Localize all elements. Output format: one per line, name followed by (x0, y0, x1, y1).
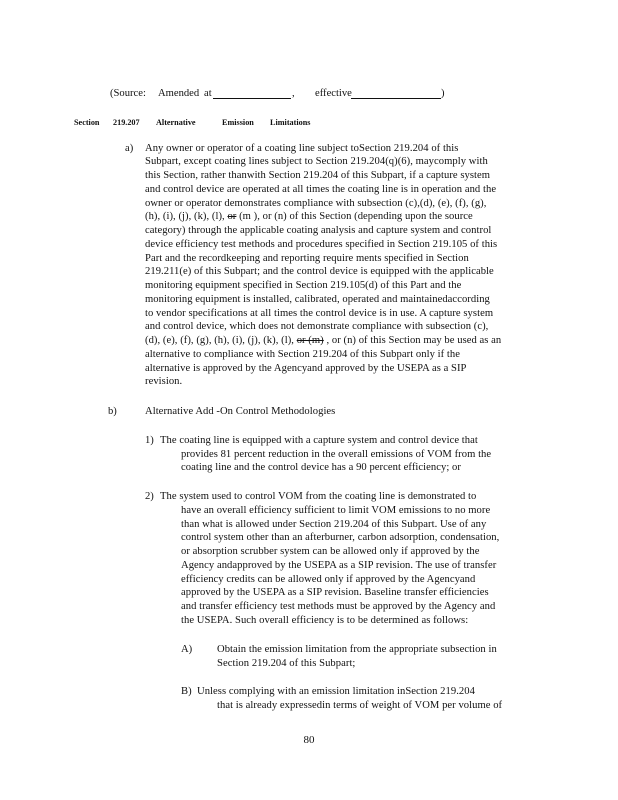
paragraph-b-title: Alternative Add -On Control Methodologies (145, 406, 336, 417)
heading-word-alternative: Alternative (156, 118, 196, 127)
item-a-line: Obtain the emission limitation from the appropriate subsection in (217, 644, 497, 655)
paragraph-a-line: this Section, rather thanwith Section 219.204 of this Subpart, if a capture system (145, 170, 491, 181)
struck-text: or (m) (296, 335, 324, 346)
item-2-line: control system other than an afterburner, carbon adsorption, condensation, (181, 532, 500, 543)
struck-text: or (227, 211, 237, 222)
item-2-line: or absorption scrubber system can be allowed only if approved by the (181, 546, 480, 557)
effective-date-blank (351, 88, 441, 99)
item-2-line: have an overall efficiency sufficient to limit VOM emissions to no more (181, 505, 491, 516)
source-at: at (204, 88, 212, 99)
item-2-line: approved by the USEPA as a SIP revision. Baseline transfer efficiencies (181, 587, 489, 598)
page-number: 80 (303, 734, 315, 746)
paragraph-a-line: monitoring equipment is installed, calibrated, operated and maintainedaccording (145, 294, 490, 305)
item-2-line: Agency andapproved by the USEPA as a SIP revision. The use of transfer (181, 560, 497, 571)
paragraph-a-label: a) (125, 143, 134, 154)
paragraph-a-line: and control device are operated at all times the coating line is in operation and the (145, 184, 497, 195)
heading-word-limitations: Limitations (270, 118, 311, 127)
paragraph-a-line: device efficiency test methods and procedures specified in Section 219.105 of this (145, 239, 498, 250)
heading-section: Section (74, 118, 100, 127)
item-2-line: and transfer efficiency test methods must be approved by the Agency and (181, 601, 496, 612)
paragraph-a-line: 219.211(e) of this Subpart; and the control device is equipped with the applicable (145, 266, 494, 277)
item-2-line: the USEPA. Such overall efficiency is to be determined as follows: (181, 615, 469, 626)
paragraph-a-line: and control device, which does not demonstrate compliance with subsection (c), (145, 321, 489, 332)
amended-date-blank (213, 88, 291, 99)
item-1-line: The coating line is equipped with a capture system and control device that (160, 435, 478, 446)
heading-word-emission: Emission (222, 118, 254, 127)
item-b-line: Unless complying with an emission limitation inSection 219.204 (197, 686, 475, 697)
item-1-line: provides 81 percent reduction in the overall emissions of VOM from the (181, 449, 492, 460)
paragraph-a-line: Subpart, except coating lines subject to Section 219.204(q)(6), maycomply with (145, 156, 488, 167)
item-2-line: than what is allowed under Section 219.204 of this Subpart. Use of any (181, 519, 487, 530)
paragraph-a-line: (h), (i), (j), (k), (l), or (m ), or (n) of this Section (depending upon the source (145, 211, 473, 222)
source-close: ) (441, 88, 445, 99)
item-1-line: coating line and the control device has a 90 percent efficiency; or (181, 462, 461, 473)
paragraph-a-line: to vendor specifications at all times the control device is in use. A capture system (145, 308, 494, 319)
paragraph-a-line: (d), (e), (f), (g), (h), (i), (j), (k), (l), or (m) , or (n) of this Section may be used as an (145, 335, 502, 346)
item-1-label: 1) (145, 435, 154, 446)
paragraph-a-line: alternative to compliance with Section 219.204 of this Subpart only if the (145, 349, 460, 360)
source-effective: effective (315, 88, 352, 99)
paragraph-a-line: alternative is approved by the Agencyand approved by the USEPA as a SIP (145, 363, 467, 374)
item-a-line: Section 219.204 of this Subpart; (217, 658, 356, 669)
source-prefix: (Source: (110, 88, 146, 99)
item-2-line: The system used to control VOM from the coating line is demonstrated to (160, 491, 477, 502)
source-amended: Amended (158, 88, 200, 99)
paragraph-b-label: b) (108, 406, 117, 417)
item-a-label: A) (181, 644, 193, 655)
paragraph-a-line: owner or operator demonstrates compliance with subsection (c),(d), (e), (f), (g), (145, 198, 487, 209)
item-b-line: that is already expressedin terms of weight of VOM per volume of (217, 700, 503, 711)
paragraph-a-line: revision. (145, 376, 183, 387)
paragraph-a-line: category) through the applicable coating analysis and capture system and control (145, 225, 492, 236)
paragraph-a-line: Any owner or operator of a coating line subject toSection 219.204 of this (145, 143, 459, 154)
source-comma: , (292, 88, 295, 99)
item-2-label: 2) (145, 491, 154, 502)
paragraph-a-line: Part and the recordkeeping and reporting require ments specified in Section (145, 253, 469, 264)
item-2-line: efficiency credits can be allowed only if approved by the Agencyand (181, 574, 476, 585)
heading-number: 219.207 (113, 118, 140, 127)
paragraph-a-line: monitoring equipment specified in Section 219.105(d) of this Part and the (145, 280, 462, 291)
item-b-label: B) (181, 686, 192, 697)
